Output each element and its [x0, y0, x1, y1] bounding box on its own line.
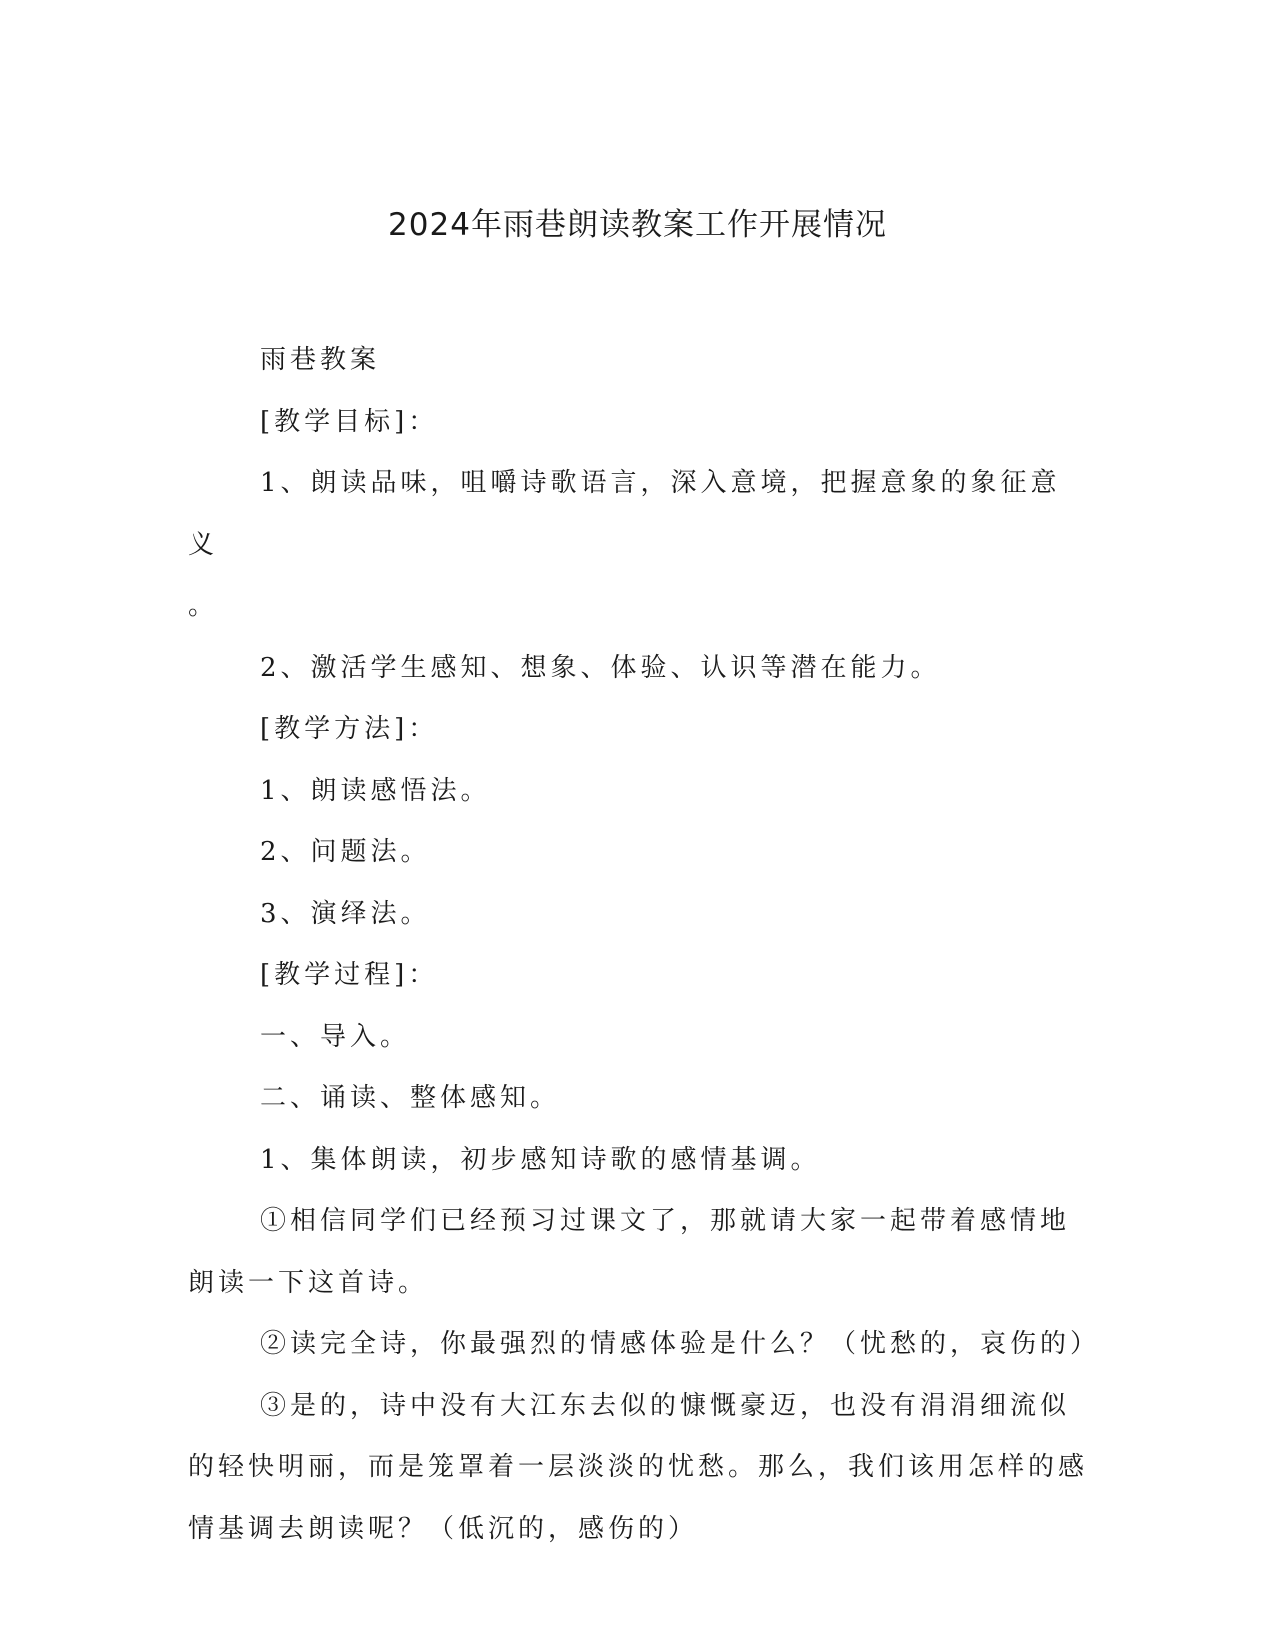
paragraph: 。 — [188, 591, 219, 621]
paragraph: ①相信同学们已经预习过课文了，那就请大家一起带着感情地朗读一下这首诗。 — [188, 1206, 1071, 1298]
paragraph: 二、诵读、整体感知。 — [260, 1083, 561, 1113]
paragraph: 1、朗读品味，咀嚼诗歌语言，深入意境，把握意象的象征意义 — [188, 468, 1061, 560]
paragraph: 3、演绎法。 — [260, 898, 431, 929]
section-heading: [教学目标]： — [260, 406, 439, 437]
document-title: 2024年雨巷朗读教案工作开展情况 — [388, 207, 887, 243]
paragraph: ②读完全诗，你最强烈的情感体验是什么？（忧愁的，哀伤的） — [260, 1329, 1101, 1359]
paragraph: 1、朗读感悟法。 — [260, 775, 491, 806]
section-heading: [教学过程]： — [260, 960, 439, 990]
document-body — [188, 330, 1101, 1560]
section-heading: [教学方法]： — [260, 714, 439, 744]
paragraph: 雨巷教案 — [260, 345, 381, 375]
paragraph: 一、导入。 — [260, 1021, 411, 1052]
paragraph: ③是的，诗中没有大江东去似的慷慨豪迈，也没有涓涓细流似的轻快明丽，而是笼罩着一层淡淡的忧愁。那么，我们该用怎样的感情基调去朗读呢？（低沉的，感伤的） — [188, 1390, 1089, 1544]
paragraph: 1、集体朗读，初步感知诗歌的感情基调。 — [260, 1144, 821, 1175]
paragraph: 2、问题法。 — [260, 837, 431, 867]
paragraph: 2、激活学生感知、想象、体验、认识等潜在能力。 — [260, 652, 941, 683]
